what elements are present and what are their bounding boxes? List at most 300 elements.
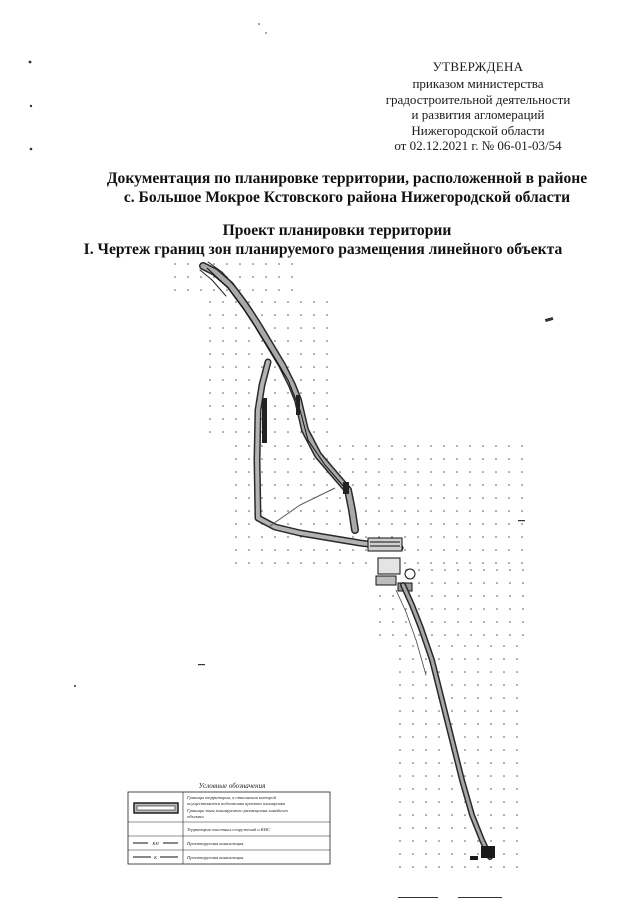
- grid-dot: [417, 458, 419, 460]
- grid-dot: [503, 645, 505, 647]
- grid-dot: [503, 684, 505, 686]
- grid-dot: [483, 608, 485, 610]
- grid-dot: [495, 510, 497, 512]
- grid-dot: [430, 471, 432, 473]
- grid-dot: [425, 827, 427, 829]
- grid-dot: [482, 497, 484, 499]
- grid-dot: [365, 484, 367, 486]
- grid-dot: [379, 608, 381, 610]
- grid-dot: [503, 853, 505, 855]
- grid-dot: [503, 866, 505, 868]
- grid-dot: [490, 801, 492, 803]
- grid-dot: [209, 366, 211, 368]
- grid-dot: [235, 445, 237, 447]
- grid-dot: [405, 621, 407, 623]
- grid-dot: [235, 392, 237, 394]
- grid-dot: [490, 710, 492, 712]
- grid-dot: [274, 497, 276, 499]
- grid-dot: [456, 484, 458, 486]
- grid-dot: [274, 301, 276, 303]
- grid-dot: [378, 523, 380, 525]
- grid-dot: [365, 523, 367, 525]
- grid-dot: [438, 866, 440, 868]
- grid-dot: [496, 634, 498, 636]
- grid-dot: [248, 379, 250, 381]
- grid-dot: [503, 762, 505, 764]
- grid-dot: [516, 645, 518, 647]
- grid-dot: [516, 801, 518, 803]
- grid-dot: [482, 549, 484, 551]
- grid-dot: [209, 314, 211, 316]
- grid-dot: [490, 775, 492, 777]
- grid-dot: [457, 634, 459, 636]
- grid-dot: [444, 608, 446, 610]
- grid-dot: [339, 458, 341, 460]
- grid-dot: [209, 379, 211, 381]
- grid-dot: [417, 562, 419, 564]
- scan-specks: [29, 23, 554, 898]
- grid-dot: [456, 497, 458, 499]
- grid-dot: [222, 366, 224, 368]
- grid-dot: [438, 853, 440, 855]
- grid-dot: [399, 762, 401, 764]
- grid-dot: [274, 510, 276, 512]
- grid-dot: [425, 710, 427, 712]
- grid-dot: [438, 814, 440, 816]
- grid-dot: [300, 471, 302, 473]
- grid-dot: [326, 353, 328, 355]
- grid-dot: [496, 569, 498, 571]
- grid-dot: [399, 853, 401, 855]
- grid-dot: [516, 736, 518, 738]
- grid-dot: [456, 549, 458, 551]
- grid-dot: [490, 814, 492, 816]
- grid-dot: [365, 445, 367, 447]
- grid-dot: [313, 523, 315, 525]
- grid-dot: [313, 484, 315, 486]
- grid-dot: [248, 431, 250, 433]
- grid-dot: [313, 562, 315, 564]
- grid-dot: [482, 458, 484, 460]
- grid-dot: [222, 340, 224, 342]
- grid-dot: [399, 645, 401, 647]
- grid-dot: [496, 621, 498, 623]
- grid-dot: [412, 788, 414, 790]
- grid-dot: [438, 801, 440, 803]
- grid-dot: [470, 569, 472, 571]
- grid-dot: [443, 445, 445, 447]
- grid-dot: [417, 484, 419, 486]
- grid-dot: [300, 340, 302, 342]
- grid-dot: [490, 723, 492, 725]
- grid-dot: [443, 562, 445, 564]
- grid-dot: [261, 340, 263, 342]
- legend-symbol-gravity-sewer: [133, 854, 178, 860]
- grid-dot: [503, 710, 505, 712]
- approval-line: градостроительной деятельности: [385, 91, 571, 107]
- grid-dot: [274, 392, 276, 394]
- grid-dot: [417, 549, 419, 551]
- grid-dot: [451, 840, 453, 842]
- grid-dot: [248, 562, 250, 564]
- grid-dot: [300, 484, 302, 486]
- grid-dot: [391, 471, 393, 473]
- grid-dot: [438, 710, 440, 712]
- grid-dot: [261, 510, 263, 512]
- grid-dot: [469, 523, 471, 525]
- grid-dot: [482, 536, 484, 538]
- grid-dot: [222, 301, 224, 303]
- grid-dot: [495, 549, 497, 551]
- grid-dot: [425, 723, 427, 725]
- route-end-node: [470, 846, 495, 860]
- grid-dot: [477, 723, 479, 725]
- grid-dot: [404, 523, 406, 525]
- grid-dot: [313, 418, 315, 420]
- grid-dot: [490, 736, 492, 738]
- grid-dot: [477, 645, 479, 647]
- grid-dot: [464, 671, 466, 673]
- grid-dot: [222, 353, 224, 355]
- grid-dot: [508, 549, 510, 551]
- grid-dot: [508, 562, 510, 564]
- grid-dot: [291, 289, 293, 291]
- grid-dot: [274, 484, 276, 486]
- grid-dot: [469, 458, 471, 460]
- project-title: Проект планировки территории: [222, 222, 452, 239]
- grid-dot: [430, 510, 432, 512]
- grid-dot: [457, 595, 459, 597]
- grid-dot: [495, 523, 497, 525]
- grid-dot: [516, 775, 518, 777]
- grid-dot: [300, 379, 302, 381]
- grid-dot: [278, 263, 280, 265]
- grid-dot: [274, 431, 276, 433]
- grid-dot: [261, 445, 263, 447]
- grid-dot: [438, 645, 440, 647]
- grid-dot: [477, 762, 479, 764]
- legend-symbol-boundary: [134, 803, 178, 813]
- grid-dot: [451, 814, 453, 816]
- legend-row2-text: Территория очистных сооружений и КНС: [187, 827, 271, 832]
- grid-dot: [378, 510, 380, 512]
- grid-dot: [431, 634, 433, 636]
- grid-dot: [235, 471, 237, 473]
- grid-dot: [226, 289, 228, 291]
- grid-dot: [490, 671, 492, 673]
- grid-dot: [226, 263, 228, 265]
- grid-dot: [326, 405, 328, 407]
- grid-dot: [443, 523, 445, 525]
- grid-dot: [490, 827, 492, 829]
- grid-dot: [425, 788, 427, 790]
- grid-dot: [265, 289, 267, 291]
- grid-dot: [278, 289, 280, 291]
- grid-dot: [326, 379, 328, 381]
- grid-dot: [516, 853, 518, 855]
- grid-dot: [503, 736, 505, 738]
- grid-dot: [391, 484, 393, 486]
- grid-dot: [404, 562, 406, 564]
- grid-dot: [464, 658, 466, 660]
- grid-dot: [378, 484, 380, 486]
- grid-dot: [391, 510, 393, 512]
- grid-dot: [399, 736, 401, 738]
- grid-dot: [287, 392, 289, 394]
- grid-dot: [477, 814, 479, 816]
- grid-dot: [352, 562, 354, 564]
- grid-dot: [495, 484, 497, 486]
- grid-dot: [451, 658, 453, 660]
- grid-dot: [235, 562, 237, 564]
- grid-dot: [490, 788, 492, 790]
- grid-dot: [418, 595, 420, 597]
- grid-dot: [287, 418, 289, 420]
- grid-dot: [399, 827, 401, 829]
- grid-dot: [174, 276, 176, 278]
- grid-dot: [490, 697, 492, 699]
- grid-dot: [457, 608, 459, 610]
- grid-dot: [235, 523, 237, 525]
- grid-dot: [483, 582, 485, 584]
- grid-dot: [425, 775, 427, 777]
- grid-dot: [313, 301, 315, 303]
- grid-dot: [438, 827, 440, 829]
- grid-dot: [443, 471, 445, 473]
- approval-line: и развития агломераций: [411, 107, 545, 123]
- grid-dot: [508, 497, 510, 499]
- grid-dot: [300, 314, 302, 316]
- grid-dot: [509, 582, 511, 584]
- grid-dot: [235, 379, 237, 381]
- grid-dot: [425, 762, 427, 764]
- grid-dot: [187, 289, 189, 291]
- grid-dot: [444, 595, 446, 597]
- grid-dot: [352, 549, 354, 551]
- grid-dot: [431, 569, 433, 571]
- grid-dot: [417, 445, 419, 447]
- grid-dot: [399, 671, 401, 673]
- grid-dot: [431, 595, 433, 597]
- grid-dot: [521, 458, 523, 460]
- grid-dot: [235, 536, 237, 538]
- grid-dot: [248, 497, 250, 499]
- grid-dot: [521, 510, 523, 512]
- grid-dot: [503, 749, 505, 751]
- grid-dot: [516, 710, 518, 712]
- grid-dot: [313, 314, 315, 316]
- grid-dot: [313, 458, 315, 460]
- legend-row1-text: Границы территории, в отношении которой: [187, 795, 276, 800]
- grid-dot: [477, 866, 479, 868]
- grid-dot: [438, 658, 440, 660]
- grid-dot: [287, 497, 289, 499]
- grid-dot: [300, 445, 302, 447]
- grid-dot: [490, 762, 492, 764]
- grid-dot: [313, 549, 315, 551]
- grid-dot: [261, 536, 263, 538]
- grid-dot: [521, 549, 523, 551]
- grid-dot: [412, 749, 414, 751]
- grid-dot: [252, 276, 254, 278]
- grid-dot: [365, 471, 367, 473]
- grid-dot: [209, 327, 211, 329]
- grid-dot: [287, 549, 289, 551]
- drawing-title: I. Чертеж границ зон планируемого размещения линейного объекта: [83, 241, 563, 258]
- grid-dot: [287, 445, 289, 447]
- grid-dot: [456, 445, 458, 447]
- grid-dot: [248, 471, 250, 473]
- approval-line: Нижегородской области: [411, 122, 545, 138]
- grid-dot: [399, 866, 401, 868]
- grid-dot: [412, 710, 414, 712]
- grid-dot: [444, 569, 446, 571]
- grid-dot: [187, 276, 189, 278]
- grid-dot: [469, 549, 471, 551]
- grid-dot: [495, 471, 497, 473]
- grid-dot: [404, 549, 406, 551]
- legend-symbol-pressure-sewer: [133, 840, 178, 846]
- grid-dot: [339, 471, 341, 473]
- grid-dot: [412, 762, 414, 764]
- grid-dot: [326, 314, 328, 316]
- grid-dot: [412, 814, 414, 816]
- grid-dot: [482, 445, 484, 447]
- grid-dot: [522, 634, 524, 636]
- grid-dot: [291, 263, 293, 265]
- grid-dot: [443, 484, 445, 486]
- grid-dot: [209, 340, 211, 342]
- legend-row4-text: Проектируемая канализация: [187, 855, 244, 860]
- grid-dot: [261, 497, 263, 499]
- grid-dot: [365, 549, 367, 551]
- grid-dot: [405, 634, 407, 636]
- grid-dot: [417, 523, 419, 525]
- grid-dot: [438, 840, 440, 842]
- grid-dot: [477, 749, 479, 751]
- grid-dot: [261, 314, 263, 316]
- grid-dot: [379, 634, 381, 636]
- grid-dot: [503, 827, 505, 829]
- grid-dot: [274, 562, 276, 564]
- grid-dot: [482, 523, 484, 525]
- grid-dot: [261, 484, 263, 486]
- grid-dot: [352, 484, 354, 486]
- grid-dot: [339, 523, 341, 525]
- grid-dot: [399, 788, 401, 790]
- grid-dot: [418, 608, 420, 610]
- grid-dot: [495, 536, 497, 538]
- grid-dot: [326, 431, 328, 433]
- grid-dot: [300, 510, 302, 512]
- grid-dot: [464, 762, 466, 764]
- grid-dot: [503, 697, 505, 699]
- grid-dot: [490, 658, 492, 660]
- legend-row4-symbol: К: [153, 855, 158, 860]
- grid-dot: [300, 497, 302, 499]
- grid-dot: [503, 814, 505, 816]
- grid-dot: [313, 510, 315, 512]
- grid-dot: [521, 562, 523, 564]
- grid-dot: [464, 723, 466, 725]
- grid-dot: [438, 775, 440, 777]
- grid-dot: [300, 523, 302, 525]
- grid-dot: [495, 562, 497, 564]
- grid-dot: [235, 301, 237, 303]
- grid-dot: [339, 497, 341, 499]
- grid-dot: [339, 562, 341, 564]
- grid-dot: [430, 445, 432, 447]
- grid-dot: [451, 684, 453, 686]
- grid-dot: [503, 801, 505, 803]
- grid-dot: [287, 562, 289, 564]
- grid-dot: [477, 736, 479, 738]
- grid-dot: [391, 445, 393, 447]
- grid-dot: [200, 289, 202, 291]
- grid-dot: [464, 749, 466, 751]
- grid-dot: [443, 458, 445, 460]
- grid-dot: [261, 549, 263, 551]
- grid-dot: [339, 510, 341, 512]
- grid-dot: [399, 775, 401, 777]
- grid-dot: [456, 523, 458, 525]
- grid-dot: [291, 276, 293, 278]
- grid-dot: [431, 621, 433, 623]
- grid-dot: [399, 684, 401, 686]
- grid-dot: [274, 405, 276, 407]
- grid-dot: [464, 814, 466, 816]
- grid-dot: [222, 392, 224, 394]
- grid-dot: [412, 866, 414, 868]
- grid-dot: [516, 840, 518, 842]
- grid-dot: [451, 866, 453, 868]
- grid-dot: [456, 510, 458, 512]
- grid-dot: [521, 536, 523, 538]
- grid-dot: [274, 366, 276, 368]
- grid-dot: [300, 353, 302, 355]
- grid-dot: [274, 549, 276, 551]
- grid-dot: [516, 658, 518, 660]
- grid-dot: [235, 484, 237, 486]
- grid-dot: [378, 471, 380, 473]
- grid-dot: [235, 405, 237, 407]
- grid-dot: [425, 736, 427, 738]
- grid-dot: [287, 510, 289, 512]
- grid-dot: [412, 801, 414, 803]
- grid-dot: [417, 510, 419, 512]
- grid-dot: [187, 263, 189, 265]
- grid-dot: [399, 749, 401, 751]
- grid-dot: [252, 289, 254, 291]
- legend-row3-symbol: КН: [152, 841, 159, 846]
- grid-dot: [339, 445, 341, 447]
- grid-dot: [404, 484, 406, 486]
- grid-dot: [456, 458, 458, 460]
- grid-dot: [490, 749, 492, 751]
- grid-dot: [248, 510, 250, 512]
- grid-dot: [470, 621, 472, 623]
- grid-dot: [451, 775, 453, 777]
- document-title-line-1: Документация по планировке территории, расположенной в районе: [106, 170, 588, 187]
- grid-dot: [326, 523, 328, 525]
- grid-dot: [516, 788, 518, 790]
- grid-dot: [378, 497, 380, 499]
- grid-dot: [516, 749, 518, 751]
- grid-dot: [451, 723, 453, 725]
- grid-dot: [477, 788, 479, 790]
- grid-dot: [451, 827, 453, 829]
- grid-dot: [425, 697, 427, 699]
